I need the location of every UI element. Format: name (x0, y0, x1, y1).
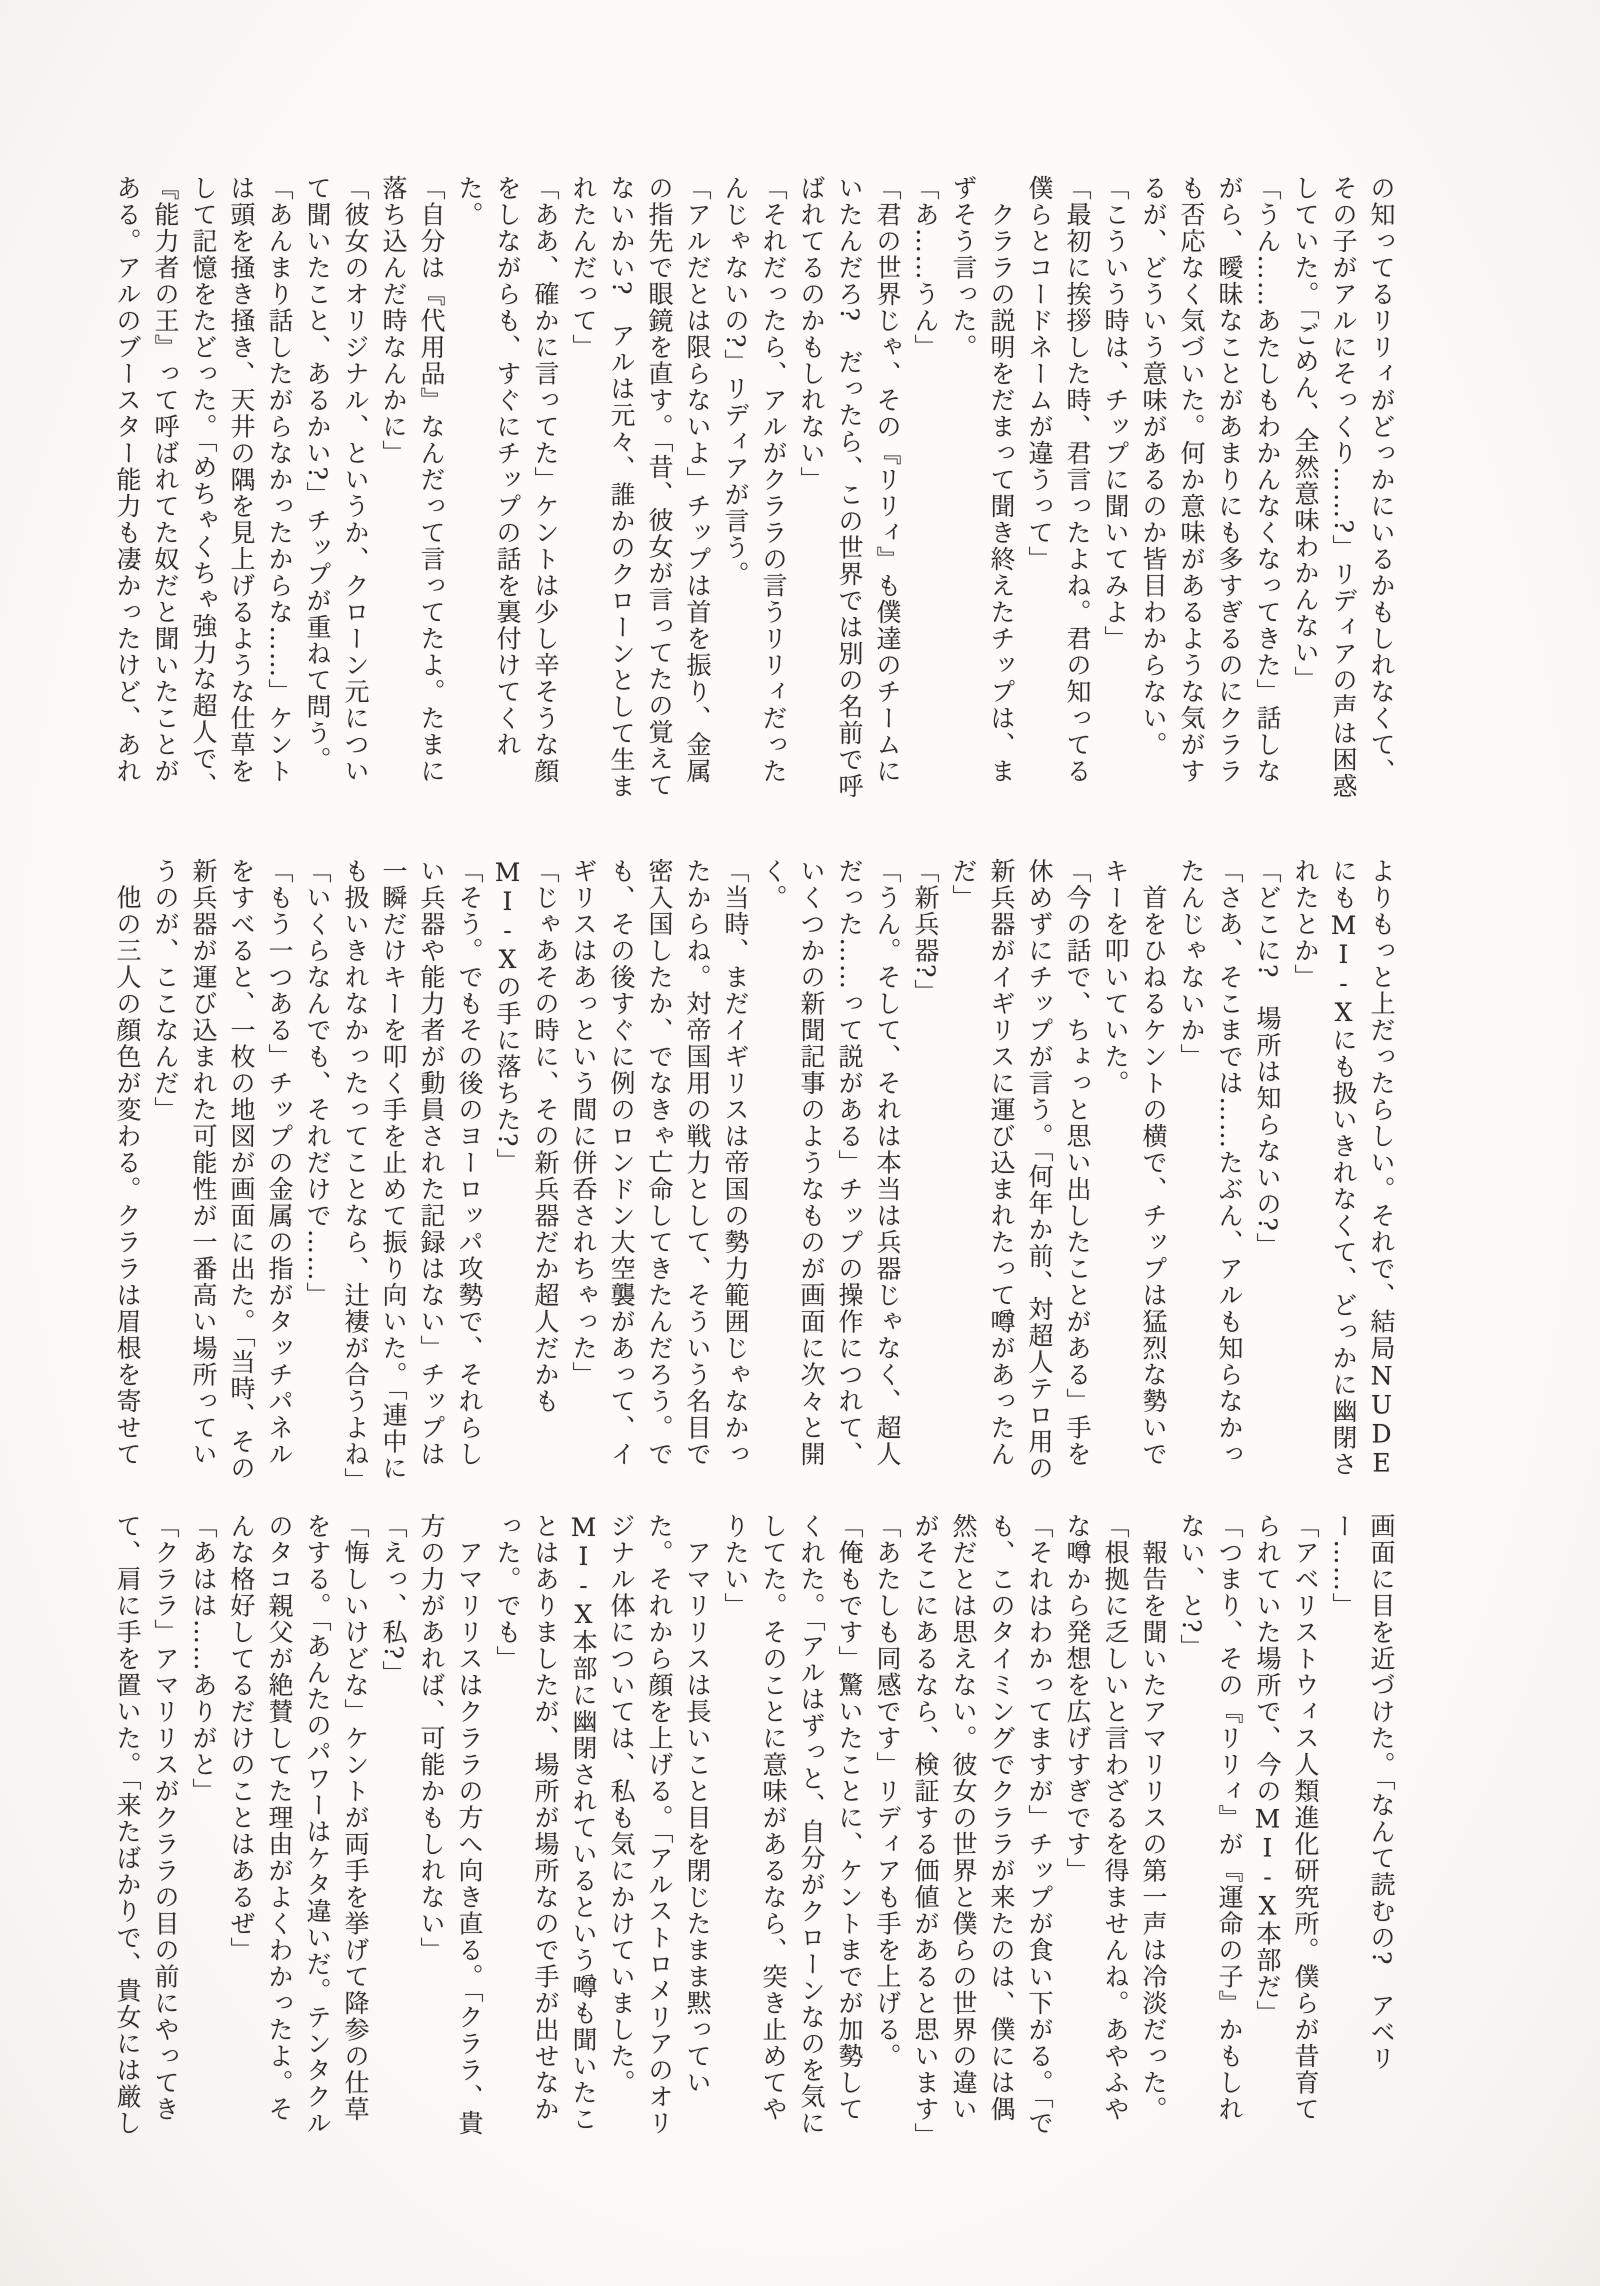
text-column-paragraph: 「アベリストウィス人類進化研究所。僕らが昔育てられていた場所で、今のMI-X本部だ」 (1253, 1513, 1320, 2123)
latin-acronym: MI-X (1253, 1804, 1282, 1921)
text-column-paragraph: 「じゃあその時に、その新兵器だか超人だかもMI-Xの手に落ちた?」 (493, 858, 560, 1415)
text-band-top (108, 175, 1400, 805)
text-column-paragraph: 「もう一つある」チップの金属の指がタッチパネルをすべると、一枚の地図が画面に出た。「当時、その新兵器が運び込まれた可能性が一番高い場所っていうのが、ここなんだ」 (151, 858, 294, 1482)
text-column-paragraph: 「彼女のオリジナル、というか、クローン元について聞いたこと、あるかい?」チップが重ねて問う。 (303, 175, 370, 785)
text-column-paragraph: 「ああ、確かに言ってた」ケントは少し辛そうな顔をしながらも、すぐにチップの話を裏付けてくれた。 (455, 175, 560, 785)
text-column-paragraph: アマリリスはクララの方へ向き直る。「クララ、貴方の力があれば、可能かもしれない」 (417, 1513, 484, 2137)
text-column-paragraph: 「俺もです」驚いたことに、ケントまでが加勢してくれた。「アルはずっと、自分がクローンなのを気にしてた。そのことに意味があるなら、突き止めてやりたい」 (721, 1513, 864, 2137)
latin-acronym: MI-X (1329, 911, 1358, 1027)
text-column-paragraph: 画面に目を近づけた。「なんて読むの? アベリー……」 (1329, 1513, 1396, 2072)
text-column-paragraph: 「あ……うん」 (911, 175, 940, 361)
text-column-paragraph: 「あたしも同感です」リディアも手を上げる。 (873, 1513, 902, 2070)
text-column-paragraph: 「うん。そして、それは本当は兵器じゃなく、超人だった……って説がある」チップの操作につれて、いくつかの新聞記事のようなものが画面に次々と開く。 (759, 858, 902, 1468)
text-column-paragraph: 「クララ」アマリリスがクララの目の前にやってきて、肩に手を置いた。「来たばかりで、貴女には厳し (113, 1513, 180, 2137)
text-column-paragraph: 「えっ、私?」 (379, 1513, 408, 1687)
text-column-paragraph: 報告を聞いたアマリリスの第一声は冷淡だった。「根拠に乏しいと言わざるを得ませんね。あやふやな噂から発想を広げすぎです」 (1063, 1513, 1168, 2123)
text-band-bottom (108, 1513, 1400, 2149)
text-column-paragraph: 「つまり、その『リリィ』が『運命の子』かもしれない、と?」 (1177, 1513, 1244, 2123)
text-column-paragraph: 「いくらなんでも、それだけで……」 (303, 858, 332, 1309)
text-column-paragraph: 「うん……あたしもわかんなくなってきた」話しながら、曖昧なことがあまりにも多すぎるのにクララも否応なく気づいた。何か意味があるような気がするが、どういう意味があるのか皆目わからない。 (1139, 175, 1282, 785)
text-column-paragraph: の知ってるリリィがどっかにいるかもしれなくて、その子がアルにそっくり……?」リディアの声は困惑していた。「ごめん、全然意味わかんない」 (1291, 175, 1396, 800)
text-column-paragraph: 「それだったら、アルがクララの言うリリィだったんじゃないの?」リディアが言う。 (721, 175, 788, 785)
text-column-paragraph: 「当時、まだイギリスは帝国の勢力範囲じゃなかったからね。対帝国用の戦力として、そういう名目で密入国したか、でなきゃ亡命してきたんだろう。でも、その後すぐに例のロンドン大空襲があって、イギリスはあっという間に併呑されちゃった」 (569, 858, 750, 1468)
text-column-paragraph: 「最初に挨拶した時、君言ったよね。君の知ってる僕らとコードネームが違うって」 (1025, 175, 1092, 785)
latin-acronym: MI-X (493, 858, 522, 974)
text-column-paragraph: クララの説明をだまって聞き終えたチップは、まずそう言った。 (949, 175, 1016, 785)
text-column-paragraph: 「さあ、そこまでは……たぶん、アルも知らなかったんじゃないか」 (1177, 858, 1244, 1468)
text-column-paragraph: 首をひねるケントの横で、チップは猛烈な勢いでキーを叩いていた。 (1101, 858, 1168, 1468)
text-column-paragraph: 「それはわかってますが」チップが食い下がる。「でも、このタイミングでクララが来たのは、僕には偶然だとは思えない。彼女の世界と僕らの世界の違いがそこにあるなら、検証する価値があると思います」 (911, 1513, 1054, 2149)
text-column-paragraph: 「あはは……ありがと」 (189, 1513, 218, 1805)
text-column-paragraph: よりもっと上だったらしい。それで、結局NUDEにもMI-Xにも扱いきれなくて、どっかに幽閉されたとか」 (1291, 858, 1396, 1478)
text-column-paragraph: 「新兵器?」 (911, 858, 940, 1006)
text-column-paragraph: 「どこに? 場所は知らないの?」 (1253, 858, 1282, 1259)
text-band-middle (108, 858, 1400, 1494)
text-column-paragraph: 「今の話で、ちょっと思い出したことがある」手を休めずにチップが言う。「何年か前、対超人テロ用の新兵器がイギリスに運び込まれたって噂があったんだ」 (949, 858, 1092, 1482)
text-column-paragraph: 「君の世界じゃ、その『リリィ』も僕達のチームにいたんだろ? だったら、この世界では別の名前で呼ばれてるのかもしれない」 (797, 175, 902, 800)
text-column-paragraph: 「アルだとは限らないよ」チップは首を振り、金属の指先で眼鏡を直す。「昔、彼女が言ってたの覚えてないかい? アルは元々、誰かのクローンとして生まれたんだって」 (569, 175, 712, 800)
text-column-paragraph: アマリリスは長いこと目を閉じたまま黙っていた。それから顔を上げる。「アルストロメリアのオリジナル体については、私も気にかけていました。MI-X本部に幽閉されているという噂も聞いたことはありましたが、場所が場所なので手が出せなかった。でも」 (493, 1513, 712, 2137)
text-column-paragraph: 「自分は『代用品』なんだって言ってたよ。たまに落ち込んだ時なんかに」 (379, 175, 446, 785)
latin-acronym: NUDE (1367, 1361, 1396, 1478)
text-column-paragraph: 「そう。でもその後のヨーロッパ攻勢で、それらしい兵器や能力者が動員された記録はない」チップは一瞬だけキーを叩く手を止めて振り向いた。「連中にも扱いきれなかったってことなら、辻褄が合うよね」 (341, 858, 484, 1494)
text-column-paragraph: 他の三人の顔色が変わる。クララは眉根を寄せて (113, 858, 142, 1468)
latin-acronym: MI-X (569, 1513, 598, 1629)
text-column-paragraph: 「あんまり話したがらなかったからな……」ケントは頭を掻き掻き、天井の隅を見上げるような仕草をして記憶をたどった。「めちゃくちゃ強力な超人で、『能力者の王』って呼ばれてた奴だと聞いたことがある。アルのブースター能力も凄かったけど、あれ (113, 175, 294, 799)
text-column-paragraph: 「悔しいけどな」ケントが両手を挙げて降参の仕草をする。「あんたのパワーはケタ違いだ。テンタクルのタコ親父が絶賛してた理由がよくわかったよ。そんな格好してるだけのことはあるぜ」 (227, 1513, 370, 2137)
text-column-paragraph: 「こういう時は、チップに聞いてみよ」 (1101, 175, 1130, 652)
